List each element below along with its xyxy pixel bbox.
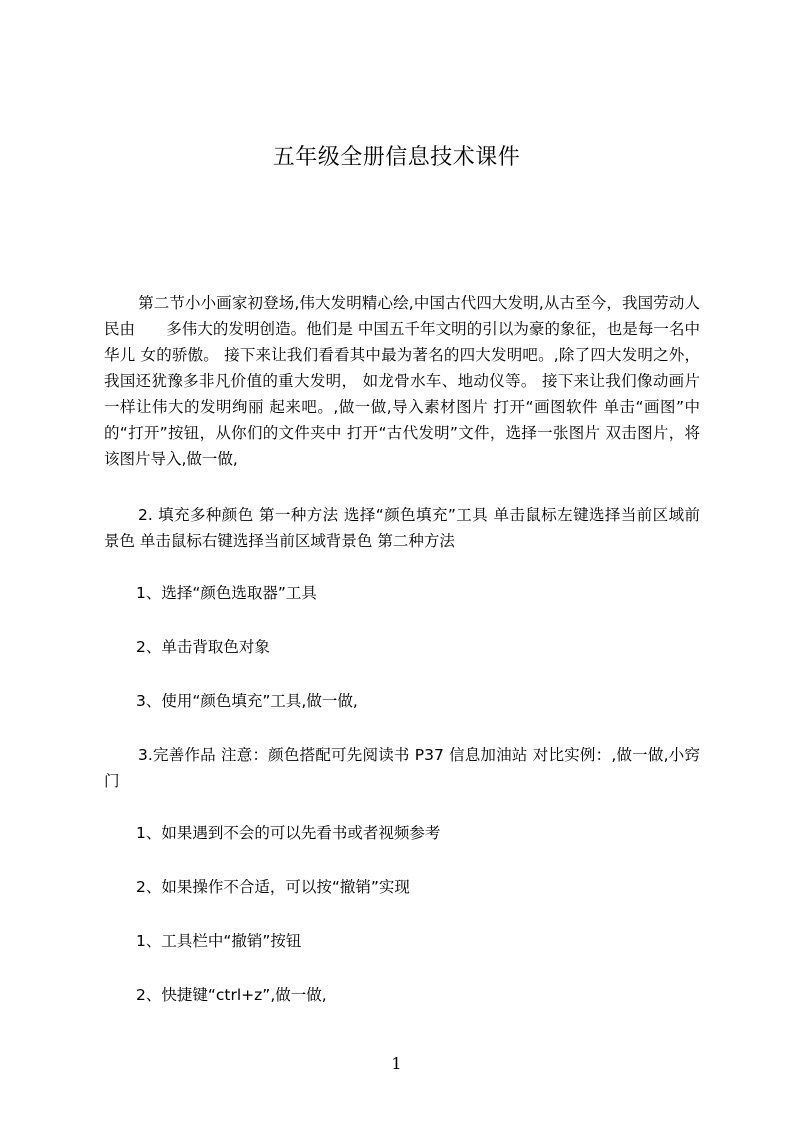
page-number: 1 bbox=[391, 1054, 402, 1073]
list-item: 2、快捷键“ctrl+z”,做一做, bbox=[136, 986, 327, 1004]
paragraph-text: 3.完善作品 注意：颜色搭配可先阅读书 P37 信息加油站 对比实例：,做一做,小窍门 bbox=[104, 746, 700, 790]
list-item: 3、使用“颜色填充”工具,做一做, bbox=[136, 692, 358, 710]
list-item: 1、工具栏中“撤销”按钮 bbox=[136, 932, 302, 950]
paragraph-text: 2. 填充多种颜色 第一种方法 选择“颜色填充”工具 单击鼠标左键选择当前区域前景色 单击鼠标右键选择当前区域背景色 第二种方法 bbox=[104, 506, 700, 550]
paragraph-text: 第二节小小画家初登场,伟大发明精心绘,中国古代四大发明,从古至今，我国劳动人民由 多伟大的发明创造。他们是 中国五千年文明的引以为豪的象征，也是每一名中华儿 女的骄傲。 接下来让我们看看其中最为著名的四大发明吧。,除了四大发明之外，我国还犹豫多非凡价值的重大发明， 如龙骨水车、地动仪等。 接下来让我们像动画片一样让伟大的发明绚丽 起来吧。,做一做,导入素材图片 打开“画图软件 单击“画图”中的“打开”按钮，从你们的文件夹中 打开“古代发明”文件，选择一张图片 双击图片，将该图片导入,做一做, bbox=[104, 294, 700, 468]
document-title: 五年级全册信息技术课件 bbox=[272, 145, 521, 170]
list-item: 2、单击背取色对象 bbox=[136, 638, 270, 656]
paragraph-finish-work bbox=[104, 742, 700, 794]
list-item: 1、选择“颜色选取器”工具 bbox=[136, 584, 317, 602]
paragraph-intro bbox=[104, 290, 700, 472]
list-item: 1、如果遇到不会的可以先看书或者视频参考 bbox=[136, 824, 441, 842]
list-item: 2、如果操作不合适，可以按“撤销”实现 bbox=[136, 878, 410, 896]
paragraph-fill-colors bbox=[104, 502, 700, 554]
